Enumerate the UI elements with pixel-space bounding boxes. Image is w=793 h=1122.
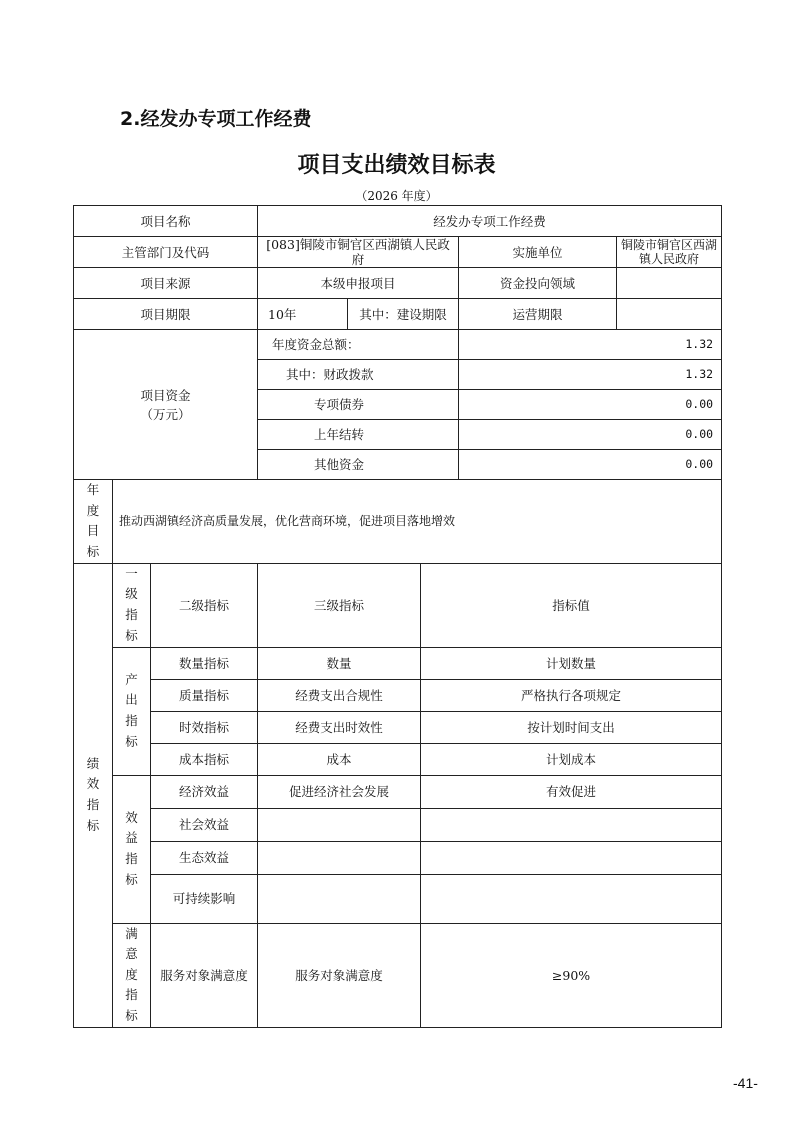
row-department [74,237,722,268]
goal-text: 推动西湖镇经济高质量发展，优化营商环境，促进项目落地增效 [113,480,722,564]
output-label [113,647,151,775]
level2-cell: 社会效益 [151,808,258,841]
level3-cell [258,808,421,841]
period-label: 项目期限 [74,299,258,330]
source-label: 项目来源 [74,268,258,299]
benefit-label-char: 标 [125,871,138,887]
row-indicator-header [74,563,722,647]
value-cell: 计划数量 [421,647,722,679]
level2-cell: 经济效益 [151,775,258,808]
table-row [74,874,722,923]
level3-cell: 数量 [258,647,421,679]
value-cell: 严格执行各项规定 [421,679,722,711]
table-row [74,808,722,841]
output-label-char: 标 [125,733,138,749]
level3-cell [258,874,421,923]
perf-label-char: 效 [86,776,100,792]
level1-header-char: 指 [125,607,138,622]
goal-label-char: 度 [86,502,100,518]
table-row [74,841,722,874]
page-title: 项目支出绩效目标表 [297,153,496,178]
level2-cell: 可持续影响 [151,874,258,923]
level2-cell: 时效指标 [151,711,258,743]
level3-cell: 经费支出合规性 [258,679,421,711]
perf-label-char: 指 [86,797,100,813]
level2-cell: 数量指标 [151,647,258,679]
dept-value: [083]铜陵市铜官区西湖镇人民政府 [258,237,459,268]
level2-cell: 服务对象满意度 [151,923,258,1027]
level2-cell: 成本指标 [151,743,258,775]
project-name-value: 经发办专项工作经费 [258,206,722,237]
benefit-label [113,775,151,923]
build-period-label: 其中：建设期限 [348,299,459,330]
value-cell [421,874,722,923]
level3-cell: 成本 [258,743,421,775]
perf-label [74,563,113,1027]
perf-label-char: 标 [86,817,100,833]
section-heading: 2.经发办专项工作经费 [120,108,312,130]
project-name-label: 项目名称 [74,206,258,237]
level2-header: 二级指标 [151,563,258,647]
level1-header-char: 一 [125,565,138,581]
goal-label-char: 标 [86,543,100,559]
impl-unit-value: 铜陵市铜官区西湖镇人民政府 [617,237,722,268]
period-value: 10年 [258,299,348,330]
value-cell: 有效促进 [421,775,722,808]
row-project-name [74,206,722,237]
impl-unit-label: 实施单位 [459,237,617,268]
funds-label-line2: （万元） [140,406,191,422]
row-period [74,299,722,330]
level3-cell: 服务对象满意度 [258,923,421,1027]
perf-label-char: 绩 [86,755,100,771]
satisfaction-label-char: 意 [125,946,138,962]
satisfaction-label-char: 度 [125,966,138,982]
table-row [74,743,722,775]
fund-item-label: 年度资金总额： [258,330,459,360]
level2-cell: 生态效益 [151,841,258,874]
output-label-char: 产 [125,671,138,687]
benefit-label-char: 效 [125,809,138,825]
fund-item-value: 0.00 [459,390,722,420]
satisfaction-label-char: 标 [125,1008,138,1023]
op-period-value [617,299,722,330]
row-fund-total [74,330,722,360]
row-annual-goal [74,480,722,564]
funds-label [74,330,258,480]
level3-cell [258,841,421,874]
output-label-char: 出 [125,692,138,708]
table-row [74,775,722,808]
value-cell: 计划成本 [421,743,722,775]
row-source [74,268,722,299]
invest-field-label: 资金投向领域 [459,268,617,299]
table-row [74,923,722,1027]
fund-item-value: 1.32 [459,360,722,390]
value-header: 指标值 [421,563,722,647]
goal-label-char: 目 [86,523,100,539]
goal-label-char: 年 [86,482,100,497]
fund-item-label: 其中：财政拨款 [258,360,459,390]
table-row [74,679,722,711]
performance-table [73,205,722,1028]
level1-header-char: 标 [125,627,138,643]
year-label: （2026 年度） [355,189,438,203]
benefit-label-char: 指 [125,851,138,866]
level3-header: 三级指标 [258,563,421,647]
satisfaction-label [113,923,151,1027]
output-label-char: 指 [125,713,138,728]
invest-field-value [617,268,722,299]
level3-cell: 经费支出时效性 [258,711,421,743]
value-cell: ≥90% [421,923,722,1027]
level3-cell: 促进经济社会发展 [258,775,421,808]
level2-cell: 质量指标 [151,679,258,711]
source-value: 本级申报项目 [258,268,459,299]
satisfaction-label-char: 指 [125,987,138,1003]
table-row [74,711,722,743]
page-number: -41- [733,1075,758,1091]
fund-item-label: 其他资金 [258,450,459,480]
satisfaction-label-char: 满 [125,925,138,941]
level1-header [113,563,151,647]
fund-item-value: 1.32 [459,330,722,360]
op-period-label: 运营期限 [459,299,617,330]
fund-item-label: 专项债券 [258,390,459,420]
fund-item-value: 0.00 [459,420,722,450]
value-cell [421,841,722,874]
level1-header-char: 级 [125,586,138,602]
funds-label-line1: 项目资金 [140,387,191,403]
fund-item-value: 0.00 [459,450,722,480]
dept-label: 主管部门及代码 [74,237,258,268]
value-cell [421,808,722,841]
goal-label [74,480,113,564]
value-cell: 按计划时间支出 [421,711,722,743]
fund-item-label: 上年结转 [258,420,459,450]
table-row [74,647,722,679]
benefit-label-char: 益 [125,830,138,846]
